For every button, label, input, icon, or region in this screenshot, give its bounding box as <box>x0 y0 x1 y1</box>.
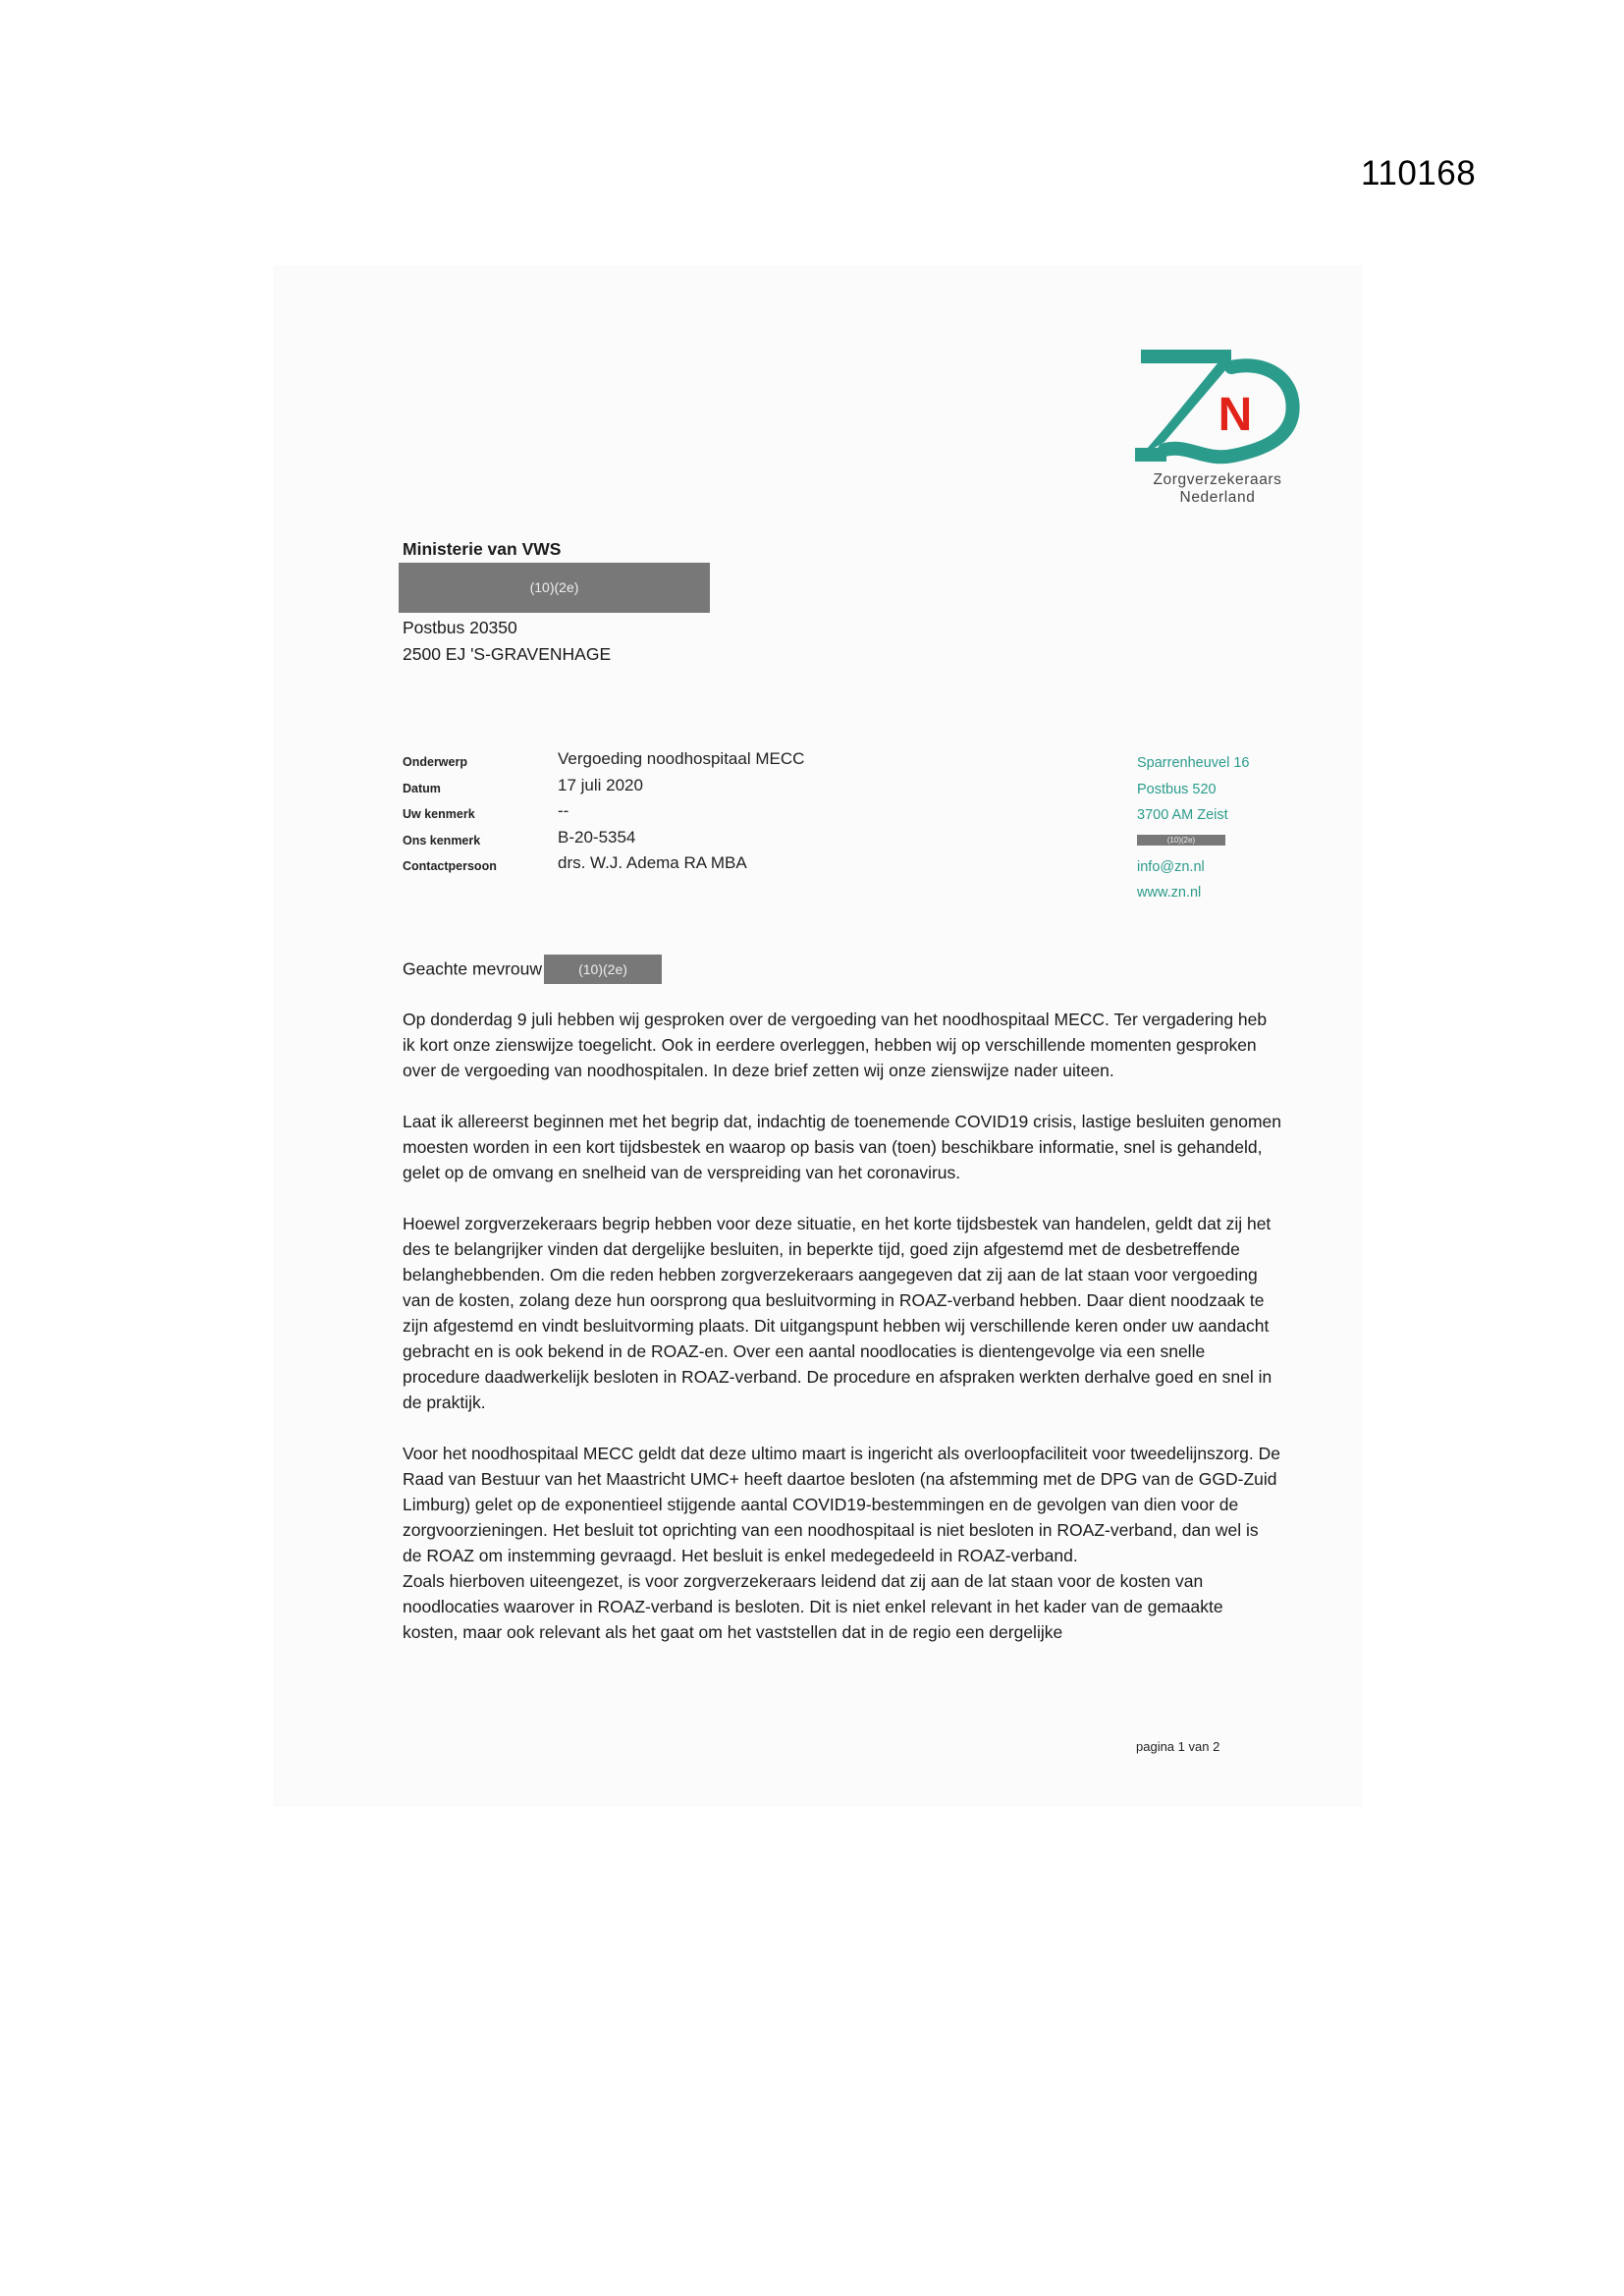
sender-website-link[interactable]: www.zn.nl <box>1137 885 1202 901</box>
zn-logo-icon <box>1135 346 1302 468</box>
meta-label: Datum <box>403 781 441 795</box>
logo-line-2: Nederland <box>1179 489 1256 506</box>
body-paragraph: Zoals hierboven uiteengezet, is voor zorgverzekeraars leidend dat zij aan de lat staan voor de kosten van noodlocaties waarover in ROAZ-verband is besloten. Dit is niet enkel relevant in het kader van de gemaakte kosten, maar ook relevant als het gaat om het vaststellen dat in de regio een dergelijke <box>403 1571 1223 1642</box>
meta-value: 17 juli 2020 <box>558 775 643 794</box>
sender-po-box: Postbus 520 <box>1137 781 1217 797</box>
meta-label: Uw kenmerk <box>403 807 475 821</box>
logo-wordmark <box>1131 471 1304 507</box>
meta-label: Onderwerp <box>403 755 467 769</box>
sender-email-link[interactable]: info@zn.nl <box>1137 858 1205 875</box>
document-number: 110168 <box>1361 154 1477 192</box>
recipient-name: Ministerie van VWS <box>403 539 562 559</box>
meta-label: Contactpersoon <box>403 859 497 873</box>
sender-city: 3700 AM Zeist <box>1137 807 1228 823</box>
page-number: pagina 1 van 2 <box>1136 1739 1220 1754</box>
logo-letter: N <box>1218 389 1253 441</box>
zn-logo <box>1131 346 1308 513</box>
meta-value: B-20-5354 <box>558 827 636 847</box>
logo-line-1: Zorgverzekeraars <box>1153 471 1282 488</box>
meta-value: -- <box>558 801 569 820</box>
recipient-address <box>403 615 611 668</box>
body-paragraph: Laat ik allereerst beginnen met het begrip dat, indachtig de toenemende COVID19 crisis, lastige besluiten genomen moesten worden in een kort tijdsbestek en waarop op basis van (toen) beschikbare informatie, snel is gehandeld, gelet op de omvang en snelheid van de verspreiding van het coronavirus. <box>403 1112 1281 1182</box>
salutation-text: Geachte mevrouw <box>403 958 543 979</box>
meta-value: Vergoeding noodhospitaal MECC <box>558 749 805 768</box>
letter-body <box>403 1007 1281 1645</box>
body-paragraph: Op donderdag 9 juli hebben wij gesproken over de vergoeding van het noodhospitaal MECC. Ter vergadering heb ik kort onze zienswijze toegelicht. Ook in eerdere overleggen, hebben wij op verschillende momenten gesproken over de vergoeding van noodhospitalen. In deze brief zetten wij onze zienswijze nader uiteen. <box>403 1010 1268 1080</box>
meta-value: drs. W.J. Adema RA MBA <box>558 853 747 872</box>
body-paragraph: Hoewel zorgverzekeraars begrip hebben voor deze situatie, en het korte tijdsbestek van handelen, geldt dat zij het des te belangrijker vinden dat dergelijke besluiten, in beperkte tijd, goed zijn afgestemd met de desbetreffende belanghebbenden. Om die reden hebben zorgverzekeraars aangegeven dat zij aan de lat staan voor vergoeding van de kosten, zolang deze hun oorsprong qua besluitvorming in ROAZ-verband hebben. Daar dient noodzaak te zijn afgestemd en vindt besluitvorming plaats. Dit uitgangspunt hebben wij verschillende keren onder uw aandacht gebracht en is ook bekend in de ROAZ-en. Over een aantal noodlocaties is dientengevolge via een snelle procedure daadwerkelijk besloten in ROAZ-verband. De procedure en afspraken werkten derhalve goed en snel in de praktijk. <box>403 1214 1272 1412</box>
sender-contact-block <box>1137 750 1249 906</box>
recipient-address-line-2: 2500 EJ 'S-GRAVENHAGE <box>403 644 612 664</box>
recipient-address-line-1: Postbus 20350 <box>403 618 517 637</box>
recipient-redaction: (10)(2e) <box>399 563 710 613</box>
sender-redaction: (10)(2e) <box>1137 835 1225 846</box>
meta-label: Ons kenmerk <box>403 833 481 847</box>
salutation-redaction: (10)(2e) <box>544 955 662 984</box>
body-paragraph: Voor het noodhospitaal MECC geldt dat deze ultimo maart is ingericht als overloopfaciliteit voor tweedelijnszorg. De Raad van Bestuur van het Maastricht UMC+ heeft daartoe besloten (na afstemming met de DPG van de GGD-Zuid Limburg) gelet op de exponentieel stijgende aantal COVID19-bestemmingen en de gevolgen van dien voor de zorgvoorzieningen. Het besluit tot oprichting van een noodhospitaal is niet besloten in ROAZ-verband, dan wel is de ROAZ om instemming gevraagd. Het besluit is enkel medegedeeld in ROAZ-verband. <box>403 1444 1280 1565</box>
sender-street: Sparrenheuvel 16 <box>1137 755 1250 771</box>
salutation <box>403 955 662 984</box>
